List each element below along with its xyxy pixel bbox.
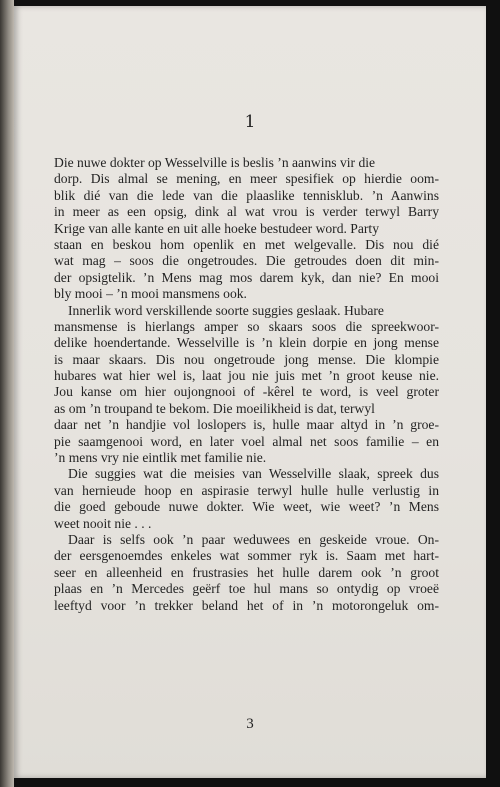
paragraph: [54, 466, 439, 532]
text-line: Die suggies wat die meisies van Wesselville slaak, spreek dus: [68, 466, 439, 482]
text-line: mansmense is hierlangs amper so skaars soos die spreekwoor-: [54, 318, 439, 334]
text-line: ’n mens vry nie eintlik met familie nie.: [54, 450, 267, 466]
text-line: in meer as een opsig, dink al wat vrou is verder terwyl Barry: [54, 204, 439, 220]
text-line: staan en beskou hom openlik en met welgevalle. Dis nou dié: [54, 236, 439, 252]
text-line: pie saamgenooi word, en later voel almal net soos familie – en: [54, 433, 439, 449]
text-line: Die nuwe dokter op Wesselville is beslis ’n aanwins vir die: [54, 155, 376, 170]
text-line: wat mag – soos die ongetroudes. Die getroudes doen dit min-: [54, 253, 439, 269]
text-line: Jou kanse om hier oujongnooi of -kêrel te word, is veel groter: [54, 384, 439, 400]
text-line: weet nooit nie . . .: [54, 515, 152, 531]
body-text: [54, 155, 439, 614]
paragraph: [54, 303, 439, 467]
text-line: daar net ’n handjie vol loslopers is, hulle maar altyd in ’n groe-: [54, 417, 439, 433]
page-number: 3: [246, 716, 254, 732]
text-line: bly mooi – ’n mooi mansmens ook.: [54, 286, 247, 302]
facing-page-edge: [0, 0, 14, 787]
book-page: [14, 6, 486, 778]
text-line: blik dié van die lede van die plaaslike tennisklub. ’n Aanwins: [54, 187, 439, 203]
text-line: delike hoendertande. Wesselville is ’n klein dorpie en jong mense: [54, 335, 439, 351]
text-line: Innerlik word verskillende soorte suggies geslaak. Hubare: [68, 302, 384, 318]
paragraph: [54, 532, 439, 614]
text-line: plaas en ’n Mercedes geërf toe hul mans so ontydig op vroeë: [54, 581, 439, 597]
text-line: is maar skaars. Dis nou ongetroude jong mense. Die klompie: [54, 351, 439, 367]
text-line: der opsigtelik. ’n Mens mag mos darem kyk, dan nie? En mooi: [54, 269, 439, 285]
text-line: Daar is selfs ook ’n paar weduwees en geskeide vroue. On-: [68, 531, 439, 547]
text-line: hubares wat hier wel is, laat jou nie juis met ’n groot keuse nie.: [54, 368, 439, 384]
text-line: dorp. Dis almal se mening, en meer spesifiek op hierdie oom-: [54, 171, 439, 187]
text-line: leeftyd voor ’n trekker beland het of in ’n motorongeluk om-: [54, 597, 439, 613]
text-line: die goed geboude nuwe dokter. Wie weet, wie weet? ’n Mens: [54, 499, 439, 515]
chapter-number: 1: [244, 112, 256, 132]
text-line: Krige van alle kante en uit alle hoeke bestudeer word. Party: [54, 220, 379, 236]
text-line: van hernieude hoop en aspirasie terwyl hulle hulle verlustig in: [54, 482, 439, 498]
text-line: der eersgenoemdes enkeles wat sommer ryk is. Saam met hart-: [54, 548, 439, 564]
text-line: as om ’n troupand te bekom. Die moeilikheid is dat, terwyl: [54, 400, 375, 416]
paragraph: [54, 155, 439, 303]
text-line: seer en alleenheid en frustrasies het hulle darem ook ’n groot: [54, 564, 439, 580]
